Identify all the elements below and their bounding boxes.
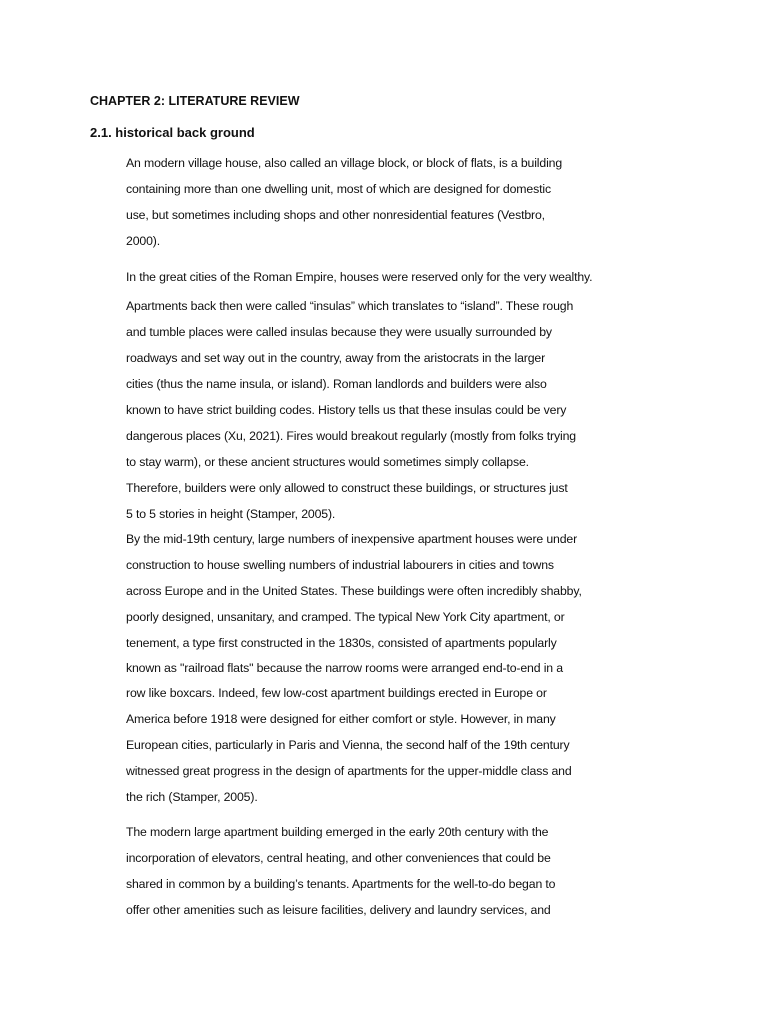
paragraph-line: known to have strict building codes. History tells us that these insulas could be very [126, 403, 567, 417]
paragraph-line: 2000). [126, 234, 160, 248]
paragraph-line: to stay warm), or these ancient structures would sometimes simply collapse. [126, 455, 529, 469]
paragraph-line: row like boxcars. Indeed, few low-cost apartment buildings erected in Europe or [126, 686, 547, 700]
paragraph-line: construction to house swelling numbers of industrial labourers in cities and towns [126, 558, 554, 572]
paragraph-line: Therefore, builders were only allowed to construct these buildings, or structures just [126, 481, 568, 495]
paragraph-line: cities (thus the name insula, or island). Roman landlords and builders were also [126, 377, 547, 391]
paragraph-line: the rich (Stamper, 2005). [126, 790, 258, 804]
paragraph-line: containing more than one dwelling unit, most of which are designed for domestic [126, 182, 551, 196]
paragraph-line: An modern village house, also called an village block, or block of flats, is a building [126, 156, 563, 170]
paragraph-line: dangerous places (Xu, 2021). Fires would breakout regularly (mostly from folks trying [126, 429, 576, 443]
paragraph-line: America before 1918 were designed for either comfort or style. However, in many [126, 712, 556, 726]
paragraph-line: Apartments back then were called “insulas” which translates to “island”. These rough [126, 299, 574, 313]
paragraph-line: across Europe and in the United States. These buildings were often incredibly shabby, [126, 584, 582, 598]
paragraph-line: known as "railroad flats" because the narrow rooms were arranged end-to-end in a [126, 661, 563, 675]
paragraph-line: roadways and set way out in the country, away from the aristocrats in the larger [126, 351, 546, 365]
paragraph-line: witnessed great progress in the design of apartments for the upper-middle class and [126, 764, 572, 778]
paragraph-line: tenement, a type first constructed in the 1830s, consisted of apartments popularly [126, 636, 557, 650]
paragraph-line: By the mid-19th century, large numbers of inexpensive apartment houses were under [126, 532, 578, 546]
paragraph-line: In the great cities of the Roman Empire, houses were reserved only for the very wealthy. [126, 270, 593, 284]
paragraph-line: The modern large apartment building emerged in the early 20th century with the [126, 825, 549, 839]
paragraph-line: poorly designed, unsanitary, and cramped. The typical New York City apartment, or [126, 610, 565, 624]
paragraph-line: European cities, particularly in Paris and Vienna, the second half of the 19th century [126, 738, 570, 752]
paragraph-line: use, but sometimes including shops and other nonresidential features (Vestbro, [126, 208, 545, 222]
paragraph-line: offer other amenities such as leisure facilities, delivery and laundry services, and [126, 903, 551, 917]
paragraph-line: shared in common by a building’s tenants. Apartments for the well-to-do began to [126, 877, 556, 891]
section-heading: 2.1. historical back ground [90, 125, 255, 140]
paragraph-line: and tumble places were called insulas because they were usually surrounded by [126, 325, 552, 339]
chapter-title: CHAPTER 2: LITERATURE REVIEW [90, 94, 300, 108]
paragraph-line: 5 to 5 stories in height (Stamper, 2005). [126, 507, 336, 521]
paragraph-line: incorporation of elevators, central heating, and other conveniences that could be [126, 851, 551, 865]
